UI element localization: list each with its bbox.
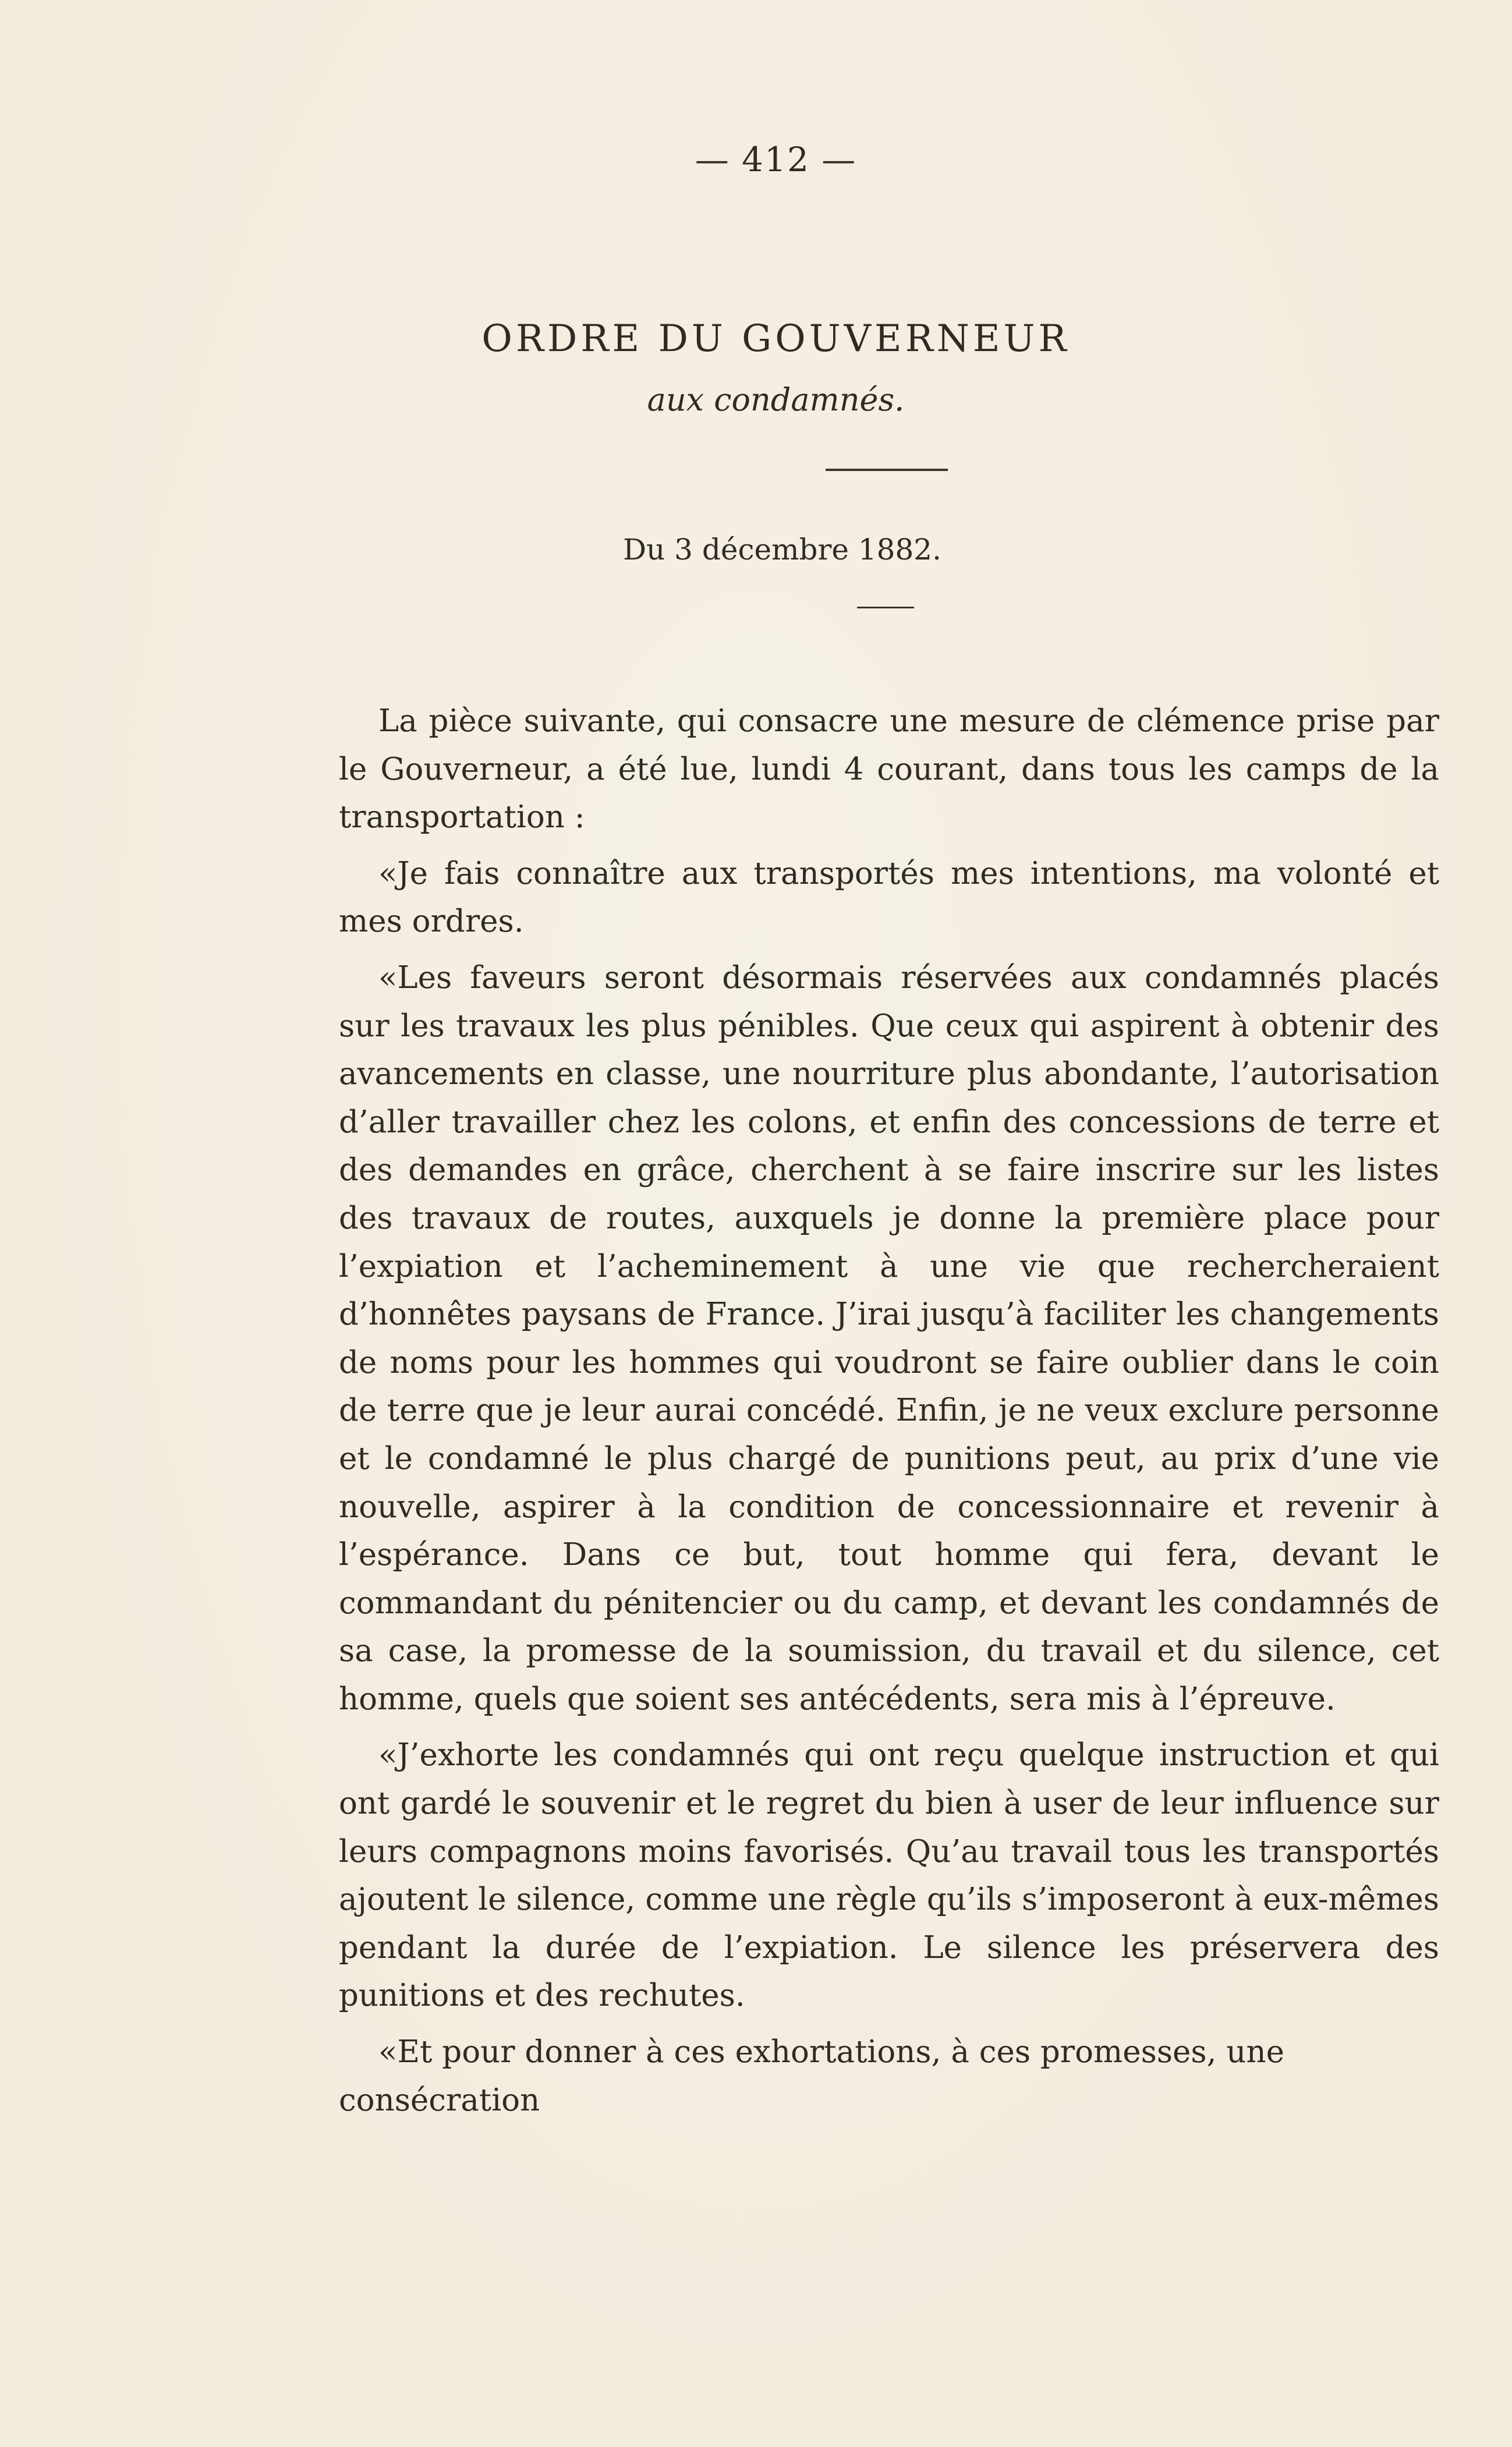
page-subtitle: aux condamnés. — [647, 381, 905, 418]
body-text — [339, 697, 1439, 2133]
page-title: ORDRE DU GOUVERNEUR — [481, 317, 1070, 360]
page-number: — 412 — — [695, 140, 857, 179]
date-line: Du 3 décembre 1882. — [622, 533, 942, 566]
paragraph-exhortation: «J’exhorte les condamnés qui ont reçu quelque instruction et qui ont gardé le souvenir et le regret du bien à user de leur influence sur leurs compagnons moins favorisés. Qu’au travail tous les transportés ajoutent le silence, comme une règle qu’ils s’imposeront à eux-mêmes pendant la durée de l’expiation. Le silence les préservera des punitions et des rechutes. — [339, 1737, 1439, 2014]
paragraph-intro: La pièce suivante, qui consacre une mesure de clémence prise par le Gouverneur, a été lue, lundi 4 courant, dans tous les camps de la transportation : — [339, 703, 1439, 835]
title-divider — [826, 469, 948, 471]
paragraph-consecration: «Et pour donner à ces exhortations, à ces promesses, une consécration — [339, 2034, 1284, 2118]
paragraph-faveurs: «Les faveurs seront désormais réservées aux condamnés placés sur les travaux les plus pénibles. Que ceux qui aspirent à obtenir des avancements en classe, une nourriture plus abondante, l’autorisation d’aller travailler chez les colons, et enfin des concessions de terre et des demandes en grâce, cherchent à se faire inscrire sur les listes des travaux de routes, auxquels je donne la première place pour l’expiation et l’acheminement à une vie que rechercheraient d’honnêtes paysans de France. J’irai jusqu’à faciliter les changements de noms pour les hommes qui voudront se faire oublier dans le coin de terre que je leur aurai concédé. Enfin, je ne veux exclure personne et le condamné le plus chargé de punitions peut, au prix d’une vie nouvelle, aspirer à la condition de concessionnaire et revenir à l’espérance. Dans ce but, tout homme qui fera, devant le commandant du pénitencier ou du camp, et devant les condamnés de sa case, la promesse de la soumission, du travail et du silence, cet homme, quels que soient ses antécédents, sera mis à l’épreuve. — [339, 959, 1439, 1717]
date-divider — [857, 607, 914, 608]
paragraph-intentions: «Je fais connaître aux transportés mes intentions, ma volonté et mes ordres. — [339, 855, 1439, 940]
